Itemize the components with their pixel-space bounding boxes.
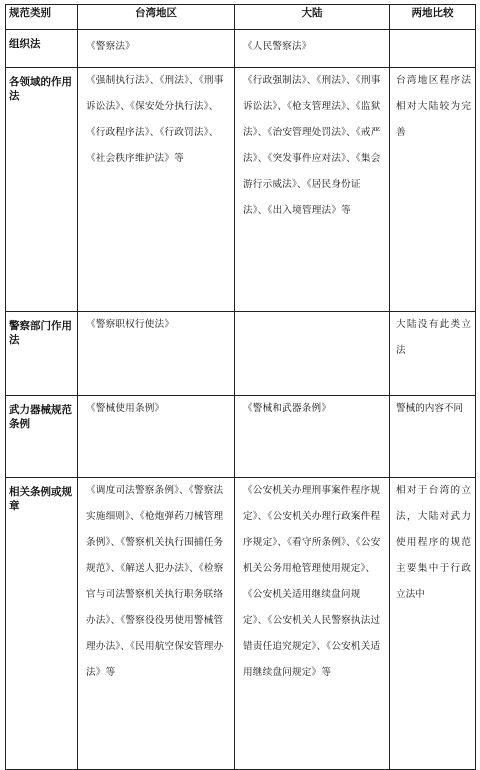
header-mainland: 大陆 [235, 5, 390, 30]
header-category: 规范类别 [6, 5, 78, 30]
taiwan-cell: 《强制执行法》、《刑法》、《刑事诉讼法》、《保安处分执行法》、《行政程序法》、《行政罚法》、《社会秩序维护法》等 [78, 68, 235, 312]
category-cell: 组织法 [6, 30, 78, 68]
table-row [6, 396, 476, 478]
mainland-cell: 《公安机关办理刑事案件程序规定》、《公安机关办理行政案件程序规定》、《看守所条例》、《公安机关公务用枪管理使用规定》、《公安机关适用继续盘问规定》、《公安机关人民警察执法过错责任追究规定》、《公安机关适用继续盘问规定》等 [235, 478, 390, 770]
mainland-cell: 《人民警察法》 [235, 30, 390, 68]
header-row [6, 5, 476, 30]
taiwan-cell: 《警械使用条例》 [78, 396, 235, 478]
category-cell: 各领域的作用法 [6, 68, 78, 312]
table-row [6, 312, 476, 396]
category-cell: 武力器械规范条例 [6, 396, 78, 478]
table-row [6, 478, 476, 770]
comparison-cell: 大陆没有此类立法 [390, 312, 476, 396]
category-cell: 警察部门作用法 [6, 312, 78, 396]
category-cell: 相关条例或规章 [6, 478, 78, 770]
mainland-cell: 《警械和武器条例》 [235, 396, 390, 478]
taiwan-cell: 《警察职权行使法》 [78, 312, 235, 396]
table-row [6, 68, 476, 312]
comparison-table [5, 4, 476, 770]
mainland-cell [235, 312, 390, 396]
comparison-cell [390, 30, 476, 68]
taiwan-cell: 《调度司法警察条例》、《警察法实施细则》、《枪炮弹药刀械管理条例》、《警察机关执行围捕任务规范》、《解送人犯办法》、《检察官与司法警察机关执行职务联络办法》、《警察役役男使用警械管理办法》、《民用航空保安管理办法》等 [78, 478, 235, 770]
taiwan-cell: 《警察法》 [78, 30, 235, 68]
comparison-cell: 警械的内容不同 [390, 396, 476, 478]
comparison-cell: 相对于台湾的立法，大陆对武力使用程序的规范主要集中于行政立法中 [390, 478, 476, 770]
header-taiwan: 台湾地区 [78, 5, 235, 30]
comparison-cell: 台湾地区程序法相对大陆较为完善 [390, 68, 476, 312]
header-comparison: 两地比较 [390, 5, 476, 30]
table-row [6, 30, 476, 68]
mainland-cell: 《行政强制法》、《刑法》、《刑事诉讼法》、《枪支管理法》、《监狱法》、《治安管理处罚法》、《戒严法》、《突发事件应对法》、《集会游行示威法》、《居民身份证法》、《出入境管理法》等 [235, 68, 390, 312]
